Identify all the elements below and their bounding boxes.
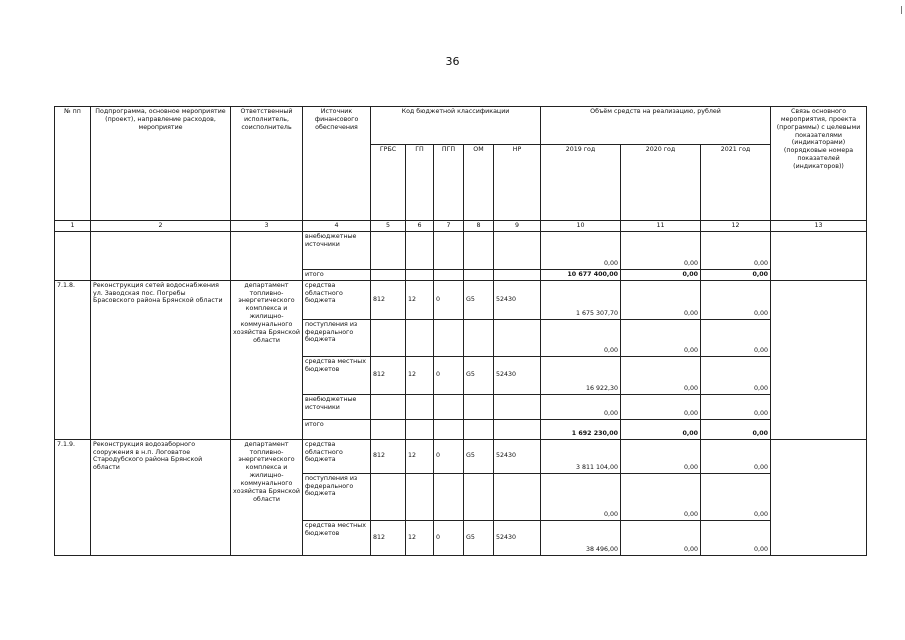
- value-2020: 0,00: [621, 520, 701, 555]
- column-numbers-row: [55, 221, 867, 232]
- pgp-cell: 0: [434, 439, 464, 473]
- nr-cell: [494, 473, 541, 520]
- value-2020: 0,00: [621, 269, 701, 280]
- column-number: 5: [371, 221, 406, 232]
- column-number: 9: [494, 221, 541, 232]
- gp-cell: 12: [406, 280, 434, 319]
- item-program: Реконструкция сетей водоснабжения ул. Заводская пос. Погребы Брасовского района Брянской области: [91, 280, 231, 439]
- nr-cell: [494, 231, 541, 269]
- value-2020: 0,00: [621, 319, 701, 356]
- pgp-cell: 0: [434, 280, 464, 319]
- om-cell: [464, 419, 494, 439]
- gp-cell: 12: [406, 356, 434, 394]
- column-number: 10: [541, 221, 621, 232]
- source-cell: средства областного бюджета: [303, 439, 371, 473]
- table-row: [55, 280, 867, 319]
- executor-cell: [231, 231, 303, 280]
- grbs-cell: 812: [371, 280, 406, 319]
- value-2019: 0,00: [541, 394, 621, 419]
- gp-cell: [406, 419, 434, 439]
- om-cell: G5: [464, 439, 494, 473]
- value-2020: 0,00: [621, 419, 701, 439]
- header-executor: Ответственный исполнитель, соисполнитель: [231, 107, 303, 221]
- item-program: Реконструкция водозаборного сооружения в н.п. Логоватое Стародубского района Брянской области: [91, 439, 231, 555]
- value-2020: 0,00: [621, 231, 701, 269]
- om-cell: [464, 231, 494, 269]
- header-num: № пп: [55, 107, 91, 221]
- source-cell: средства местных бюджетов: [303, 356, 371, 394]
- value-2019: 16 922,30: [541, 356, 621, 394]
- om-cell: G5: [464, 280, 494, 319]
- nr-cell: 52430: [494, 520, 541, 555]
- om-cell: G5: [464, 356, 494, 394]
- gp-cell: 12: [406, 439, 434, 473]
- value-2021: 0,00: [701, 269, 771, 280]
- header-program: Подпрограмма, основное мероприятие (проект), направление расходов, мероприятие: [91, 107, 231, 221]
- grbs-cell: [371, 473, 406, 520]
- source-cell: внебюджетные источники: [303, 231, 371, 269]
- nr-cell: [494, 319, 541, 356]
- column-number: 7: [434, 221, 464, 232]
- value-2021: 0,00: [701, 356, 771, 394]
- grbs-cell: 812: [371, 439, 406, 473]
- num-cell: [55, 231, 91, 280]
- header-2019: 2019 год: [541, 145, 621, 221]
- link-cell: [771, 231, 867, 280]
- gp-cell: [406, 269, 434, 280]
- value-2019: 1 692 230,00: [541, 419, 621, 439]
- page-number: 36: [445, 55, 460, 68]
- nr-cell: 52430: [494, 280, 541, 319]
- column-number: 6: [406, 221, 434, 232]
- nr-cell: [494, 269, 541, 280]
- page-edge-mark: [901, 6, 902, 14]
- column-number: 11: [621, 221, 701, 232]
- column-number: 13: [771, 221, 867, 232]
- grbs-cell: [371, 419, 406, 439]
- source-cell: поступления из федерального бюджета: [303, 473, 371, 520]
- link-cell: [771, 439, 867, 555]
- table-row: [55, 231, 867, 269]
- om-cell: [464, 473, 494, 520]
- value-2021: 0,00: [701, 419, 771, 439]
- pgp-cell: [434, 419, 464, 439]
- source-cell: итого: [303, 419, 371, 439]
- gp-cell: [406, 319, 434, 356]
- nr-cell: 52430: [494, 439, 541, 473]
- column-number: 2: [91, 221, 231, 232]
- pgp-cell: [434, 269, 464, 280]
- header-om: ОМ: [464, 145, 494, 221]
- header-grbs: ГРБС: [371, 145, 406, 221]
- value-2019: 10 677 400,00: [541, 269, 621, 280]
- gp-cell: 12: [406, 520, 434, 555]
- grbs-cell: 812: [371, 520, 406, 555]
- header-source: Источник финансового обеспечения: [303, 107, 371, 221]
- nr-cell: [494, 419, 541, 439]
- pgp-cell: 0: [434, 520, 464, 555]
- item-number: 7.1.8.: [55, 280, 91, 439]
- nr-cell: 52430: [494, 356, 541, 394]
- source-cell: внебюджетные источники: [303, 394, 371, 419]
- column-number: 12: [701, 221, 771, 232]
- budget-table: [54, 106, 867, 556]
- value-2020: 0,00: [621, 473, 701, 520]
- value-2020: 0,00: [621, 280, 701, 319]
- column-number: 8: [464, 221, 494, 232]
- gp-cell: [406, 394, 434, 419]
- value-2021: 0,00: [701, 319, 771, 356]
- column-number: 3: [231, 221, 303, 232]
- pgp-cell: [434, 231, 464, 269]
- grbs-cell: 812: [371, 356, 406, 394]
- header-gp: ГП: [406, 145, 434, 221]
- source-cell: поступления из федерального бюджета: [303, 319, 371, 356]
- value-2021: 0,00: [701, 231, 771, 269]
- value-2019: 0,00: [541, 231, 621, 269]
- link-cell: [771, 280, 867, 439]
- item-number: 7.1.9.: [55, 439, 91, 555]
- pgp-cell: [434, 394, 464, 419]
- value-2020: 0,00: [621, 439, 701, 473]
- value-2019: 0,00: [541, 473, 621, 520]
- header-volume: Объём средств на реализацию, рублей: [541, 107, 771, 145]
- pgp-cell: [434, 319, 464, 356]
- header-pgp: ПГП: [434, 145, 464, 221]
- grbs-cell: [371, 394, 406, 419]
- value-2021: 0,00: [701, 280, 771, 319]
- value-2019: 3 811 104,00: [541, 439, 621, 473]
- om-cell: [464, 319, 494, 356]
- pgp-cell: [434, 473, 464, 520]
- column-number: 1: [55, 221, 91, 232]
- header-budget-code: Код бюджетной классификации: [371, 107, 541, 145]
- pgp-cell: 0: [434, 356, 464, 394]
- header-link: Связь основного мероприятия, проекта (программы) с целевыми показателями (индикаторами) (порядковые номера показателей (индикаторов)): [771, 107, 867, 221]
- value-2019: 0,00: [541, 319, 621, 356]
- grbs-cell: [371, 319, 406, 356]
- value-2019: 38 496,00: [541, 520, 621, 555]
- value-2021: 0,00: [701, 473, 771, 520]
- nr-cell: [494, 394, 541, 419]
- column-number: 4: [303, 221, 371, 232]
- program-cell: [91, 231, 231, 280]
- header-row: [55, 107, 867, 145]
- source-cell: средства местных бюджетов: [303, 520, 371, 555]
- gp-cell: [406, 231, 434, 269]
- header-nr: НР: [494, 145, 541, 221]
- om-cell: G5: [464, 520, 494, 555]
- item-executor: департамент топливно-энергетического комплекса и жилищно-коммунального хозяйства Брянской области: [231, 280, 303, 439]
- item-executor: департамент топливно-энергетического комплекса и жилищно-коммунального хозяйства Брянской области: [231, 439, 303, 555]
- value-2020: 0,00: [621, 394, 701, 419]
- source-cell: итого: [303, 269, 371, 280]
- value-2019: 1 675 307,70: [541, 280, 621, 319]
- header-2021: 2021 год: [701, 145, 771, 221]
- value-2020: 0,00: [621, 356, 701, 394]
- header-2020: 2020 год: [621, 145, 701, 221]
- source-cell: средства областного бюджета: [303, 280, 371, 319]
- gp-cell: [406, 473, 434, 520]
- grbs-cell: [371, 269, 406, 280]
- grbs-cell: [371, 231, 406, 269]
- value-2021: 0,00: [701, 394, 771, 419]
- om-cell: [464, 269, 494, 280]
- value-2021: 0,00: [701, 439, 771, 473]
- value-2021: 0,00: [701, 520, 771, 555]
- om-cell: [464, 394, 494, 419]
- table-row: [55, 439, 867, 473]
